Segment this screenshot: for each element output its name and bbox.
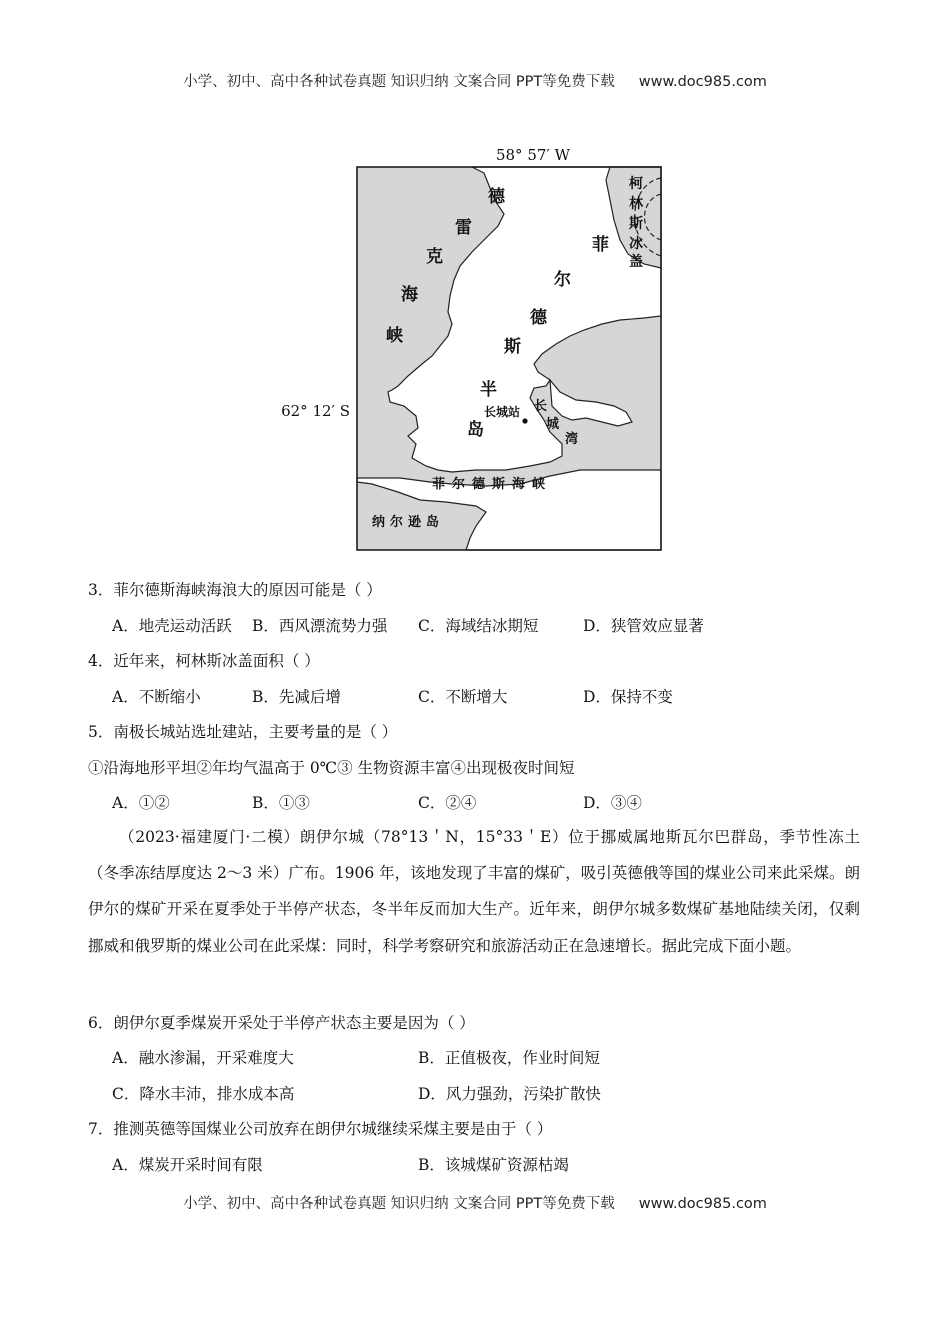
q6-option-a[interactable]: A．融水渗漏，开采难度大: [112, 1049, 294, 1067]
q6-stem: 6．朗伊尔夏季煤炭开采处于半停产状态主要是因为（ ）: [88, 1014, 475, 1032]
page-header: [0, 70, 950, 91]
footer-url[interactable]: www.doc985.com: [638, 1196, 767, 1212]
q7-option-b[interactable]: B．该城煤矿资源枯竭: [418, 1156, 569, 1174]
q6-option-b[interactable]: B．正值极夜，作业时间短: [418, 1049, 600, 1067]
svg-text:克: 克: [426, 247, 443, 267]
station-label: 长城站: [484, 405, 521, 419]
svg-text:菲: 菲: [592, 235, 609, 255]
fildes-strait-label: 菲尔德斯海峡: [432, 477, 553, 492]
q5-stem: 5．南极长城站选址建站，主要考量的是（ ）: [88, 723, 398, 741]
map-figure: [280, 140, 680, 560]
svg-text:斯: 斯: [629, 216, 643, 232]
q6-option-c[interactable]: C．降水丰沛，排水成本高: [112, 1085, 295, 1103]
q7-stem: 7．推测英德等国煤业公司放弃在朗伊尔城继续采煤主要是由于（ ）: [88, 1120, 553, 1138]
header-text: 小学、初中、高中各种试卷真题 知识归纳 文案合同 PPT等免费下载: [183, 74, 615, 90]
q5-option-d[interactable]: D．③④: [583, 794, 642, 812]
q7-option-a[interactable]: A．煤炭开采时间有限: [112, 1156, 263, 1174]
svg-text:城: 城: [546, 417, 560, 432]
footer-text: 小学、初中、高中各种试卷真题 知识归纳 文案合同 PPT等免费下载: [183, 1196, 615, 1212]
q5-option-a[interactable]: A．①②: [112, 794, 170, 812]
page-footer: [0, 1192, 950, 1213]
map-lat-label: 62° 12′ S: [281, 402, 350, 420]
svg-text:德: 德: [488, 187, 505, 207]
q3-option-b[interactable]: B．西风漂流势力强: [252, 617, 388, 635]
svg-text:岛: 岛: [467, 420, 484, 440]
svg-text:盖: 盖: [629, 254, 643, 270]
svg-text:湾: 湾: [565, 432, 579, 447]
svg-text:峡: 峡: [386, 326, 403, 346]
svg-text:柯: 柯: [629, 176, 643, 192]
q3-option-d[interactable]: D．狭管效应显著: [583, 617, 704, 635]
q4-option-c[interactable]: C．不断增大: [418, 688, 508, 706]
svg-text:冰: 冰: [629, 236, 643, 252]
q6-option-d[interactable]: D．风力强劲，污染扩散快: [418, 1085, 601, 1103]
svg-text:德: 德: [530, 308, 547, 328]
header-url[interactable]: www.doc985.com: [638, 74, 767, 90]
q4-option-b[interactable]: B．先减后增: [252, 688, 341, 706]
q5-option-b[interactable]: B．①③: [252, 794, 310, 812]
q3-option-a[interactable]: A．地壳运动活跃: [112, 617, 232, 635]
nelson-island-label: 纳尔逊岛: [372, 515, 445, 530]
q4-option-a[interactable]: A．不断缩小: [112, 688, 201, 706]
q3-stem: 3．菲尔德斯海峡海浪大的原因可能是（ ）: [88, 581, 382, 599]
q4-stem: 4．近年来，柯林斯冰盖面积（ ）: [88, 652, 320, 670]
map-lon-label: 58° 57′ W: [495, 146, 571, 164]
svg-text:长: 长: [534, 399, 548, 414]
svg-text:雷: 雷: [455, 218, 472, 238]
svg-text:林: 林: [629, 196, 643, 212]
reading-passage: （2023·福建厦门·二模）朗伊尔城（78°13＇N，15°33＇E）位于挪威属地斯瓦尔巴群岛，季节性冻土（冬季冻结厚度达 2～3 米）广布。1906 年，该地发现了丰富的煤矿，吸引英德俄等国的煤业公司来此采煤。朗伊尔的煤矿开采在夏季处于半停产状态，冬半年反而加大生产。近年来，朗伊尔城多数煤矿基地陆续关闭，仅剩挪威和俄罗斯的煤业公司在此采煤：同时，科学考察研究和旅游活动正在急速增长。据此完成下面小题。: [88, 828, 860, 955]
svg-text:尔: 尔: [554, 270, 571, 290]
svg-text:海: 海: [401, 285, 418, 305]
q4-option-d[interactable]: D．保持不变: [583, 688, 673, 706]
station-dot: [522, 418, 527, 423]
ice-cap-label: [629, 175, 644, 270]
svg-text:半: 半: [480, 380, 497, 400]
svg-text:斯: 斯: [504, 337, 521, 357]
q5-statements: ①沿海地形平坦②年均气温高于 0℃③ 生物资源丰富④出现极夜时间短: [88, 759, 575, 777]
q3-option-c[interactable]: C．海域结冰期短: [418, 617, 539, 635]
q5-option-c[interactable]: C．②④: [418, 794, 477, 812]
